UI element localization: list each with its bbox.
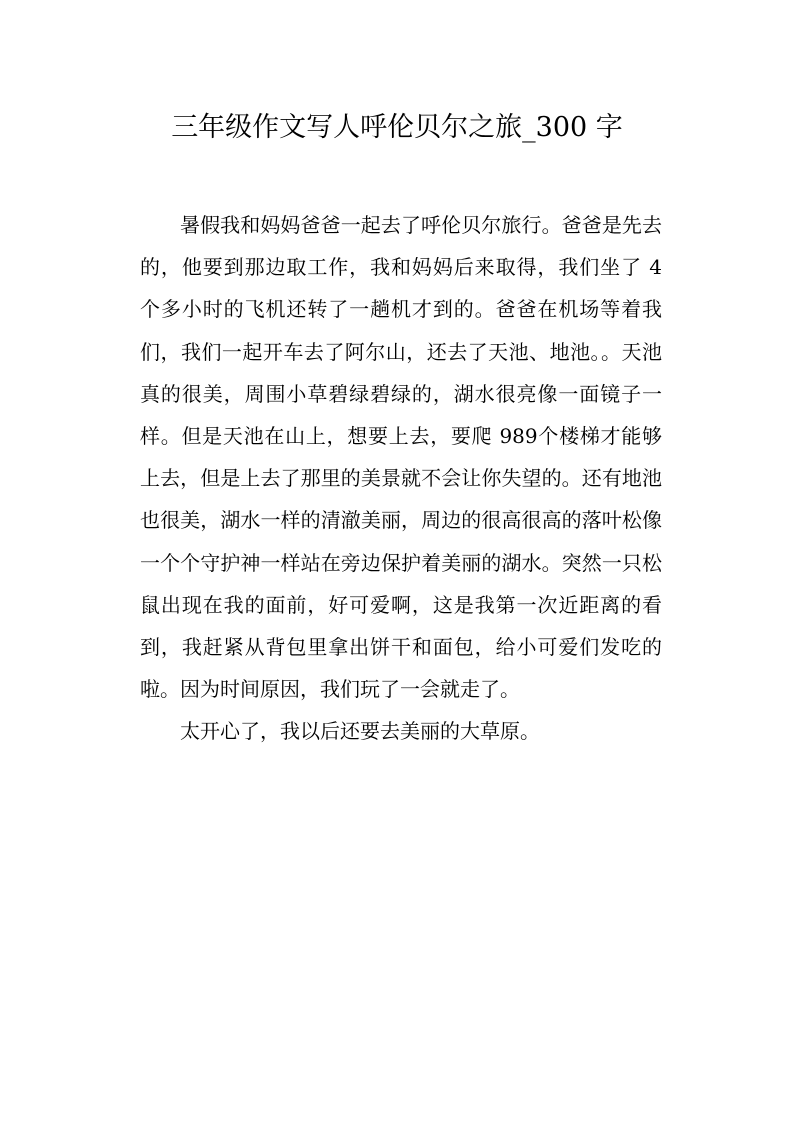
document-title: 三年级作文写人呼伦贝尔之旅_300 字 [171,112,623,143]
document-body [140,204,662,753]
paragraph-2: 太开心了，我以后还要去美丽的大草原。 [180,719,540,744]
paragraph-1: 暑假我和妈妈爸爸一起去了呼伦贝尔旅行。爸爸是先去的，他要到那边取工作，我和妈妈后来取得，我们坐了 4 个多小时的飞机还转了一趟机才到的。爸爸在机场等着我们，我们一起开车去了阿尔山，还去了天池、地池。。天池真的很美，周围小草碧绿碧绿的，湖水很亮像一面镜子一样。但是天池在山上，想要上去，要爬 989个楼梯才能够上去，但是上去了那里的美景就不会让你失望的。还有地池也很美，湖水一样的清澈美丽，周边的很高很高的落叶松像一个个守护神一样站在旁边保护着美丽的湖水。突然一只松鼠出现在我的面前，好可爱啊，这是我第一次近距离的看到，我赶紧从背包里拿出饼干和面包，给小可爱们发吃的啦。因为时间原因，我们玩了一会就走了。 [140,213,662,702]
